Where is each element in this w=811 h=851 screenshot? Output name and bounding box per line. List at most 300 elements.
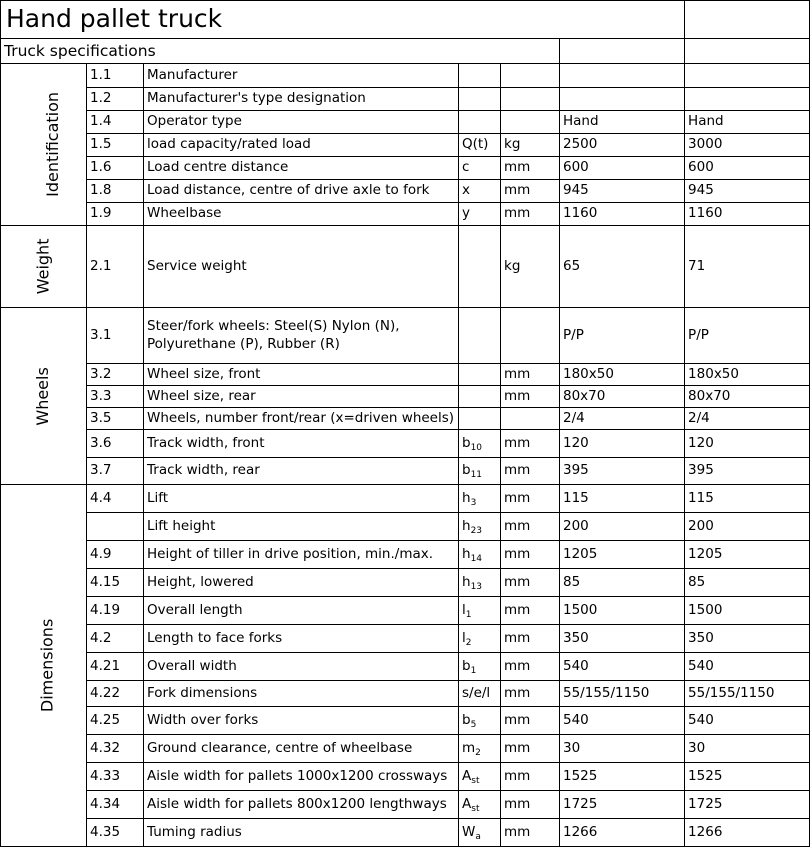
symbol-cell-text: l [462,601,466,618]
value-cell-model-2 [685,386,810,408]
row-label-cell-text: Overall length [147,601,243,618]
unit-cell-text: mm [504,823,531,840]
row-label-cell [144,707,459,735]
value-cell-model-2-text: 55/155/1150 [688,684,775,701]
unit-cell [501,180,560,203]
value-cell-model-1 [560,364,685,386]
value-cell-model-2-text: 1205 [688,545,723,562]
row-number-cell [87,569,144,597]
unit-cell-text: mm [504,657,531,674]
group-label-text: Wheels [33,366,53,426]
symbol-cell-text: m [462,739,476,756]
row-number-cell [87,763,144,791]
value-cell-model-2-text: 395 [688,462,714,479]
row-label-cell-text: Manufacturer [147,66,238,83]
value-cell-model-2 [685,157,810,180]
value-cell-model-1 [560,791,685,819]
row-number-cell-text: 1.6 [90,159,112,176]
unit-cell [501,458,560,485]
group-label-dimensions [1,485,87,847]
value-cell-model-1 [560,226,685,308]
unit-cell [501,88,560,111]
table-row [1,364,810,386]
value-cell-model-2-text: 540 [688,657,714,674]
unit-cell-text: mm [504,387,531,404]
row-label-cell [144,653,459,681]
symbol-subscript: 1 [470,665,477,676]
value-cell-model-2 [685,88,810,111]
row-label-cell [144,485,459,513]
row-label-cell-text: Fork dimensions [147,684,258,701]
value-cell-model-2-text: 85 [688,573,706,590]
title-row [1,1,810,39]
value-cell-model-1 [560,485,685,513]
value-cell-model-2 [685,819,810,847]
unit-cell [501,735,560,763]
unit-cell [501,430,560,458]
unit-cell [501,653,560,681]
value-cell-model-1-text: 1266 [563,823,598,840]
row-number-cell [87,157,144,180]
unit-cell [501,308,560,364]
row-number-cell [87,819,144,847]
value-cell-model-2 [685,226,810,308]
symbol-cell-text: W [462,823,476,840]
unit-cell-text: mm [504,601,531,618]
row-number-cell-text: 4.22 [90,684,121,701]
table-row [1,763,810,791]
symbol-cell [459,681,501,707]
row-number-cell-text: 3.5 [90,409,112,426]
symbol-cell [459,226,501,308]
symbol-cell [459,707,501,735]
row-label-cell-text: Wheelbase [147,205,222,222]
value-cell-model-2 [685,625,810,653]
row-label-cell [144,625,459,653]
row-label-cell [144,308,459,364]
row-label-cell-text: Ground clearance, centre of wheelbase [147,739,413,756]
table-row [1,707,810,735]
row-number-cell-text: 4.32 [90,739,121,756]
title-blank-cell [685,1,810,39]
page-title: Hand pallet truck [1,1,685,39]
value-cell-model-2-text: 1266 [688,823,723,840]
row-number-cell-text: 4.25 [90,711,121,728]
value-cell-model-1 [560,681,685,707]
table-row [1,791,810,819]
unit-cell-text: mm [504,462,531,479]
symbol-cell [459,408,501,430]
table-row [1,88,810,111]
row-number-cell [87,408,144,430]
value-cell-model-1 [560,458,685,485]
row-number-cell [87,597,144,625]
symbol-cell-text: A [462,795,472,812]
value-cell-model-2 [685,111,810,134]
row-number-cell [87,735,144,763]
table-row [1,226,810,308]
unit-cell-text: mm [504,767,531,784]
value-cell-model-1 [560,541,685,569]
value-cell-model-2 [685,763,810,791]
unit-cell-text: kg [504,257,521,274]
row-number-cell [87,386,144,408]
symbol-cell [459,430,501,458]
unit-cell-text: mm [504,159,531,176]
unit-cell [501,485,560,513]
row-number-cell [87,653,144,681]
table-row [1,308,810,364]
row-label-cell-text: Width over forks [147,711,259,728]
value-cell-model-1 [560,180,685,203]
table-row [1,653,810,681]
row-label-cell-text: load capacity/rated load [147,136,311,153]
symbol-cell-text: h [462,545,471,562]
row-number-cell-text: 4.19 [90,601,121,618]
row-number-cell [87,180,144,203]
unit-cell [501,763,560,791]
value-cell-model-2-text: 1500 [688,601,723,618]
value-cell-model-2 [685,64,810,88]
row-number-cell [87,707,144,735]
row-label-cell [144,134,459,157]
unit-cell [501,569,560,597]
symbol-cell [459,485,501,513]
symbol-cell [459,64,501,88]
row-number-cell [87,430,144,458]
section-subtitle: Truck specifications [1,39,560,64]
value-cell-model-1 [560,569,685,597]
row-number-cell [87,64,144,88]
row-number-cell [87,203,144,226]
table-row [1,819,810,847]
unit-cell [501,791,560,819]
row-label-cell [144,681,459,707]
unit-cell [501,408,560,430]
value-cell-model-2-text: 945 [688,182,714,199]
symbol-cell [459,203,501,226]
value-cell-model-2 [685,513,810,541]
row-label-cell [144,458,459,485]
row-label-cell-text: Aisle width for pallets 1000x1200 crossways [147,767,448,784]
unit-cell [501,597,560,625]
row-label-cell-text: Height, lowered [147,573,254,590]
symbol-cell [459,386,501,408]
table-row [1,681,810,707]
row-label-cell-text: Length to face forks [147,629,283,646]
value-cell-model-1-text: 55/155/1150 [563,684,650,701]
row-label-cell [144,364,459,386]
value-cell-model-2 [685,681,810,707]
symbol-cell [459,180,501,203]
row-label-cell-text: Service weight [147,257,247,274]
row-number-cell-text: 2.1 [90,257,112,274]
unit-cell [501,819,560,847]
value-cell-model-2 [685,653,810,681]
value-cell-model-1-text: 1160 [563,205,598,222]
row-number-cell [87,513,144,541]
symbol-cell [459,625,501,653]
value-cell-model-1-text: 1205 [563,545,598,562]
unit-cell [501,134,560,157]
symbol-cell-text: A [462,767,472,784]
value-cell-model-2-text: 2/4 [688,409,710,426]
symbol-subscript: 11 [470,470,483,481]
row-number-cell [87,88,144,111]
unit-cell [501,226,560,308]
symbol-cell-text: b [462,434,471,451]
value-cell-model-1-text: 180x50 [563,365,614,382]
symbol-cell [459,763,501,791]
table-row [1,386,810,408]
value-cell-model-1 [560,88,685,111]
row-number-cell [87,134,144,157]
symbol-subscript: 2 [465,637,472,648]
symbol-cell-text: s/e/l [462,684,491,701]
unit-cell [501,157,560,180]
row-number-cell [87,625,144,653]
symbol-subscript: 13 [470,581,483,592]
symbol-cell-text: y [462,205,470,222]
group-label-text: Dimensions [37,618,57,713]
row-number-cell-text: 1.5 [90,136,112,153]
value-cell-model-1 [560,408,685,430]
value-cell-model-1-text: P/P [563,326,584,343]
unit-cell-text: mm [504,573,531,590]
row-number-cell [87,111,144,134]
value-cell-model-2-text: 115 [688,489,714,506]
symbol-cell [459,364,501,386]
row-number-cell [87,485,144,513]
unit-cell [501,64,560,88]
value-cell-model-2 [685,308,810,364]
row-label-cell [144,541,459,569]
table-row [1,134,810,157]
symbol-cell [459,308,501,364]
row-number-cell-text: 1.2 [90,90,112,107]
symbol-cell [459,569,501,597]
row-label-cell [144,597,459,625]
value-cell-model-2 [685,180,810,203]
value-cell-model-1-text: 1500 [563,601,598,618]
symbol-cell [459,111,501,134]
value-cell-model-1 [560,111,685,134]
subtitle-blank-cell-1 [560,39,685,64]
value-cell-model-1-text: 115 [563,489,589,506]
value-cell-model-1 [560,386,685,408]
row-number-cell-text: 4.2 [90,629,112,646]
row-label-cell [144,791,459,819]
group-label-weight [1,226,87,308]
unit-cell [501,203,560,226]
row-number-cell-text: 1.9 [90,205,112,222]
unit-cell-text: mm [504,545,531,562]
value-cell-model-2-text: 200 [688,517,714,534]
unit-cell-text: mm [504,795,531,812]
symbol-cell [459,458,501,485]
row-label-cell-text: Load distance, centre of drive axle to fork [147,182,430,199]
row-label-cell-text: Lift [147,489,169,506]
value-cell-model-2-text: 180x50 [688,365,739,382]
symbol-cell [459,791,501,819]
value-cell-model-2-text: 540 [688,711,714,728]
value-cell-model-1-text: 350 [563,629,589,646]
row-number-cell-text: 4.21 [90,657,121,674]
symbol-cell [459,597,501,625]
table-row [1,458,810,485]
value-cell-model-2-text: 1725 [688,795,723,812]
row-label-cell [144,408,459,430]
unit-cell [501,541,560,569]
row-label-cell-text: Wheel size, front [147,365,261,382]
value-cell-model-2-text: 3000 [688,136,723,153]
value-cell-model-1 [560,64,685,88]
row-label-cell-text: Track width, front [147,434,265,451]
value-cell-model-2-text: 80x70 [688,387,731,404]
row-number-cell-text: 1.4 [90,113,112,130]
unit-cell-text: mm [504,489,531,506]
value-cell-model-2 [685,408,810,430]
table-row [1,625,810,653]
symbol-cell-text: b [462,657,471,674]
symbol-cell-text: x [462,182,470,199]
table-row [1,485,810,513]
unit-cell-text: mm [504,684,531,701]
row-label-cell-text: Operator type [147,113,242,130]
row-label-cell-text: Load centre distance [147,159,289,176]
value-cell-model-1-text: 540 [563,711,589,728]
symbol-subscript: 23 [470,525,483,536]
value-cell-model-2-text: 1160 [688,205,723,222]
row-number-cell-text: 4.9 [90,545,112,562]
row-number-cell-text: 3.7 [90,462,112,479]
row-number-cell-text: 3.3 [90,387,112,404]
table-row [1,64,810,88]
value-cell-model-1 [560,653,685,681]
row-number-cell [87,364,144,386]
row-label-cell-text: Tuming radius [147,823,242,840]
value-cell-model-1 [560,203,685,226]
symbol-cell [459,134,501,157]
row-number-cell [87,681,144,707]
value-cell-model-2-text: 350 [688,629,714,646]
value-cell-model-1-text: Hand [563,113,599,130]
row-number-cell-text: 3.2 [90,365,112,382]
group-label-text: Identification [43,92,63,197]
row-label-cell [144,430,459,458]
value-cell-model-2 [685,569,810,597]
value-cell-model-1 [560,819,685,847]
row-label-cell [144,513,459,541]
unit-cell-text: mm [504,711,531,728]
subtitle-blank-cell-2 [685,39,810,64]
group-label-text: Weight [33,238,53,295]
value-cell-model-1 [560,625,685,653]
value-cell-model-1-text: 1525 [563,767,598,784]
row-number-cell-text: 1.1 [90,66,112,83]
value-cell-model-2 [685,458,810,485]
table-row [1,541,810,569]
value-cell-model-2 [685,541,810,569]
symbol-subscript: 14 [470,553,483,564]
symbol-cell [459,157,501,180]
row-label-cell-text: Steer/fork wheels: Steel(S) Nylon (N), Polyurethane (P), Rubber (R) [147,317,400,352]
symbol-cell-text: h [462,517,471,534]
table-row [1,203,810,226]
row-label-cell-text: Wheels, number front/rear (x=driven wheels) [147,409,455,426]
row-label-cell [144,763,459,791]
symbol-subscript: 5 [470,719,477,730]
row-label-cell-text: Wheel size, rear [147,387,256,404]
value-cell-model-1-text: 65 [563,257,581,274]
symbol-cell-text: h [462,489,471,506]
value-cell-model-1-text: 540 [563,657,589,674]
unit-cell [501,364,560,386]
unit-cell [501,513,560,541]
table-row [1,111,810,134]
unit-cell-text: mm [504,205,531,222]
row-number-cell-text: 1.8 [90,182,112,199]
value-cell-model-2-text: 71 [688,257,706,274]
symbol-subscript: a [475,831,481,842]
row-label-cell-text: Track width, rear [147,462,260,479]
row-label-cell [144,819,459,847]
unit-cell [501,111,560,134]
symbol-cell [459,653,501,681]
table-row [1,735,810,763]
symbol-cell-text: Q(t) [462,136,489,153]
symbol-cell-text: l [462,629,466,646]
table-row [1,408,810,430]
value-cell-model-1-text: 85 [563,573,581,590]
row-label-cell-text: Height of tiller in drive position, min./max. [147,545,434,562]
value-cell-model-1 [560,430,685,458]
value-cell-model-2 [685,134,810,157]
symbol-cell-text: h [462,573,471,590]
row-label-cell [144,569,459,597]
table-row [1,180,810,203]
row-number-cell [87,308,144,364]
value-cell-model-1-text: 600 [563,159,589,176]
value-cell-model-1-text: 945 [563,182,589,199]
row-label-cell [144,111,459,134]
symbol-subscript: 10 [470,442,483,453]
symbol-cell [459,819,501,847]
value-cell-model-2 [685,707,810,735]
row-number-cell-text: 4.4 [90,489,112,506]
value-cell-model-2-text: P/P [688,326,709,343]
value-cell-model-2-text: Hand [688,113,724,130]
row-label-cell [144,157,459,180]
unit-cell [501,681,560,707]
symbol-subscript: 3 [470,497,477,508]
table-row [1,430,810,458]
unit-cell [501,707,560,735]
table-row [1,157,810,180]
symbol-cell [459,541,501,569]
symbol-cell [459,88,501,111]
row-label-cell [144,203,459,226]
row-label-cell [144,386,459,408]
unit-cell [501,625,560,653]
row-label-cell [144,735,459,763]
group-label-identification [1,64,87,226]
row-number-cell-text: 4.33 [90,767,121,784]
value-cell-model-1-text: 1725 [563,795,598,812]
value-cell-model-2-text: 600 [688,159,714,176]
unit-cell-text: kg [504,136,521,153]
value-cell-model-1 [560,707,685,735]
